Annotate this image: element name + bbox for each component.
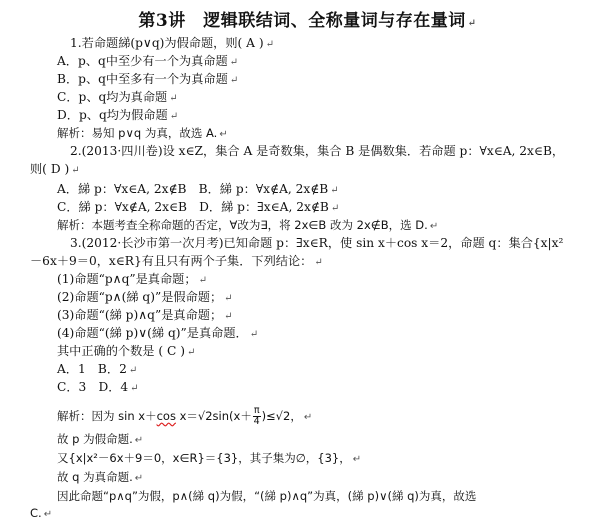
q2-analysis: 解析：本题考查全称命题的否定，∀改为∃，将 2x∈B 改为 2x∉B，选 D. ↵ <box>57 218 439 232</box>
q3-stem-line2: －6x＋9＝0，x∈R}有且只有两个子集．下列结论： ↵ <box>30 254 323 268</box>
pi-over-4-fraction: $\frac{\pi}{4}$ <box>253 405 260 427</box>
q3-statement-2: (2)命题“p∧(綈 q)”是假命题； ↵ <box>57 290 233 304</box>
q3-analysis-line-a: 故 p 为假命题. ↵ <box>57 432 144 446</box>
q3-analysis-line-e: C. ↵ <box>30 506 53 520</box>
q3-stem-line1: 3.(2012·长沙市第一次月考)已知命题 p：∃x∈R，使 sin x＋cos x＝2，命题 q：集合{x|x² <box>70 236 564 250</box>
q2-stem-line2: 则( D ) ↵ <box>30 162 80 176</box>
q2-options-row1: A．綈 p：∀x∈A, 2x∉B B．綈 p：∀x∉A, 2x∉B ↵ <box>57 182 339 196</box>
q1-option-d: D．p、q均为假命题 ↵ <box>57 108 179 122</box>
q3-options-row1: A．1 B．2 ↵ <box>57 362 138 376</box>
q1-option-c: C．p、q均为真命题 ↵ <box>57 90 178 104</box>
q3-statement-1: (1)命题“p∧q”是真命题； ↵ <box>57 272 207 286</box>
q1-analysis: 解析：易知 p∨q 为真，故选 A. ↵ <box>57 126 228 140</box>
q3-statement-4: (4)命题“(綈 p)∨(綈 q)”是真命题． ↵ <box>57 326 259 340</box>
q1-option-b: B．p、q中至多有一个为真命题 ↵ <box>57 72 239 86</box>
q3-analysis-line-c: 故 q 为真命题. ↵ <box>57 470 144 484</box>
q2-options-row2: C．綈 p：∀x∉A, 2x∈B D．綈 p：∃x∈A, 2x∉B ↵ <box>57 200 340 214</box>
lesson-title: 第3讲 逻辑联结词、全称量词与存在量词 ↵ <box>138 11 477 31</box>
q3-statement-3: (3)命题“(綈 p)∧q”是真命题； ↵ <box>57 308 233 322</box>
q3-analysis-line-d: 因此命题“p∧q”为假，p∧(綈 q)为假，“(綈 p)∧q”为真，(綈 p)∨(綈 q)为真，故选 <box>57 489 477 503</box>
q2-stem-line1: 2.(2013·四川卷)设 x∈Z，集合 A 是奇数集，集合 B 是偶数集．若命题 p：∀x∈A, 2x∈B， <box>70 144 565 158</box>
q1-option-a: A．p、q中至少有一个为真命题 ↵ <box>57 54 239 68</box>
q3-options-row2: C．3 D．4 ↵ <box>57 380 139 394</box>
q1-stem: 1.若命题綈(p∨q)为假命题，则( A ) ↵ <box>70 36 274 50</box>
q3-analysis-formula: 解析：因为 sin x＋cos x＝√2sin(x＋ $\frac{\pi}{4}$ )≤√2， ↵ <box>57 405 313 427</box>
spellcheck-underlined-word: cos <box>156 409 176 423</box>
q3-question: 其中正确的个数是 ( C ) ↵ <box>57 344 196 358</box>
q3-analysis-line-b: 又{x|x²－6x＋9＝0，x∈R}＝{3}，其子集为∅，{3}， ↵ <box>57 451 362 465</box>
